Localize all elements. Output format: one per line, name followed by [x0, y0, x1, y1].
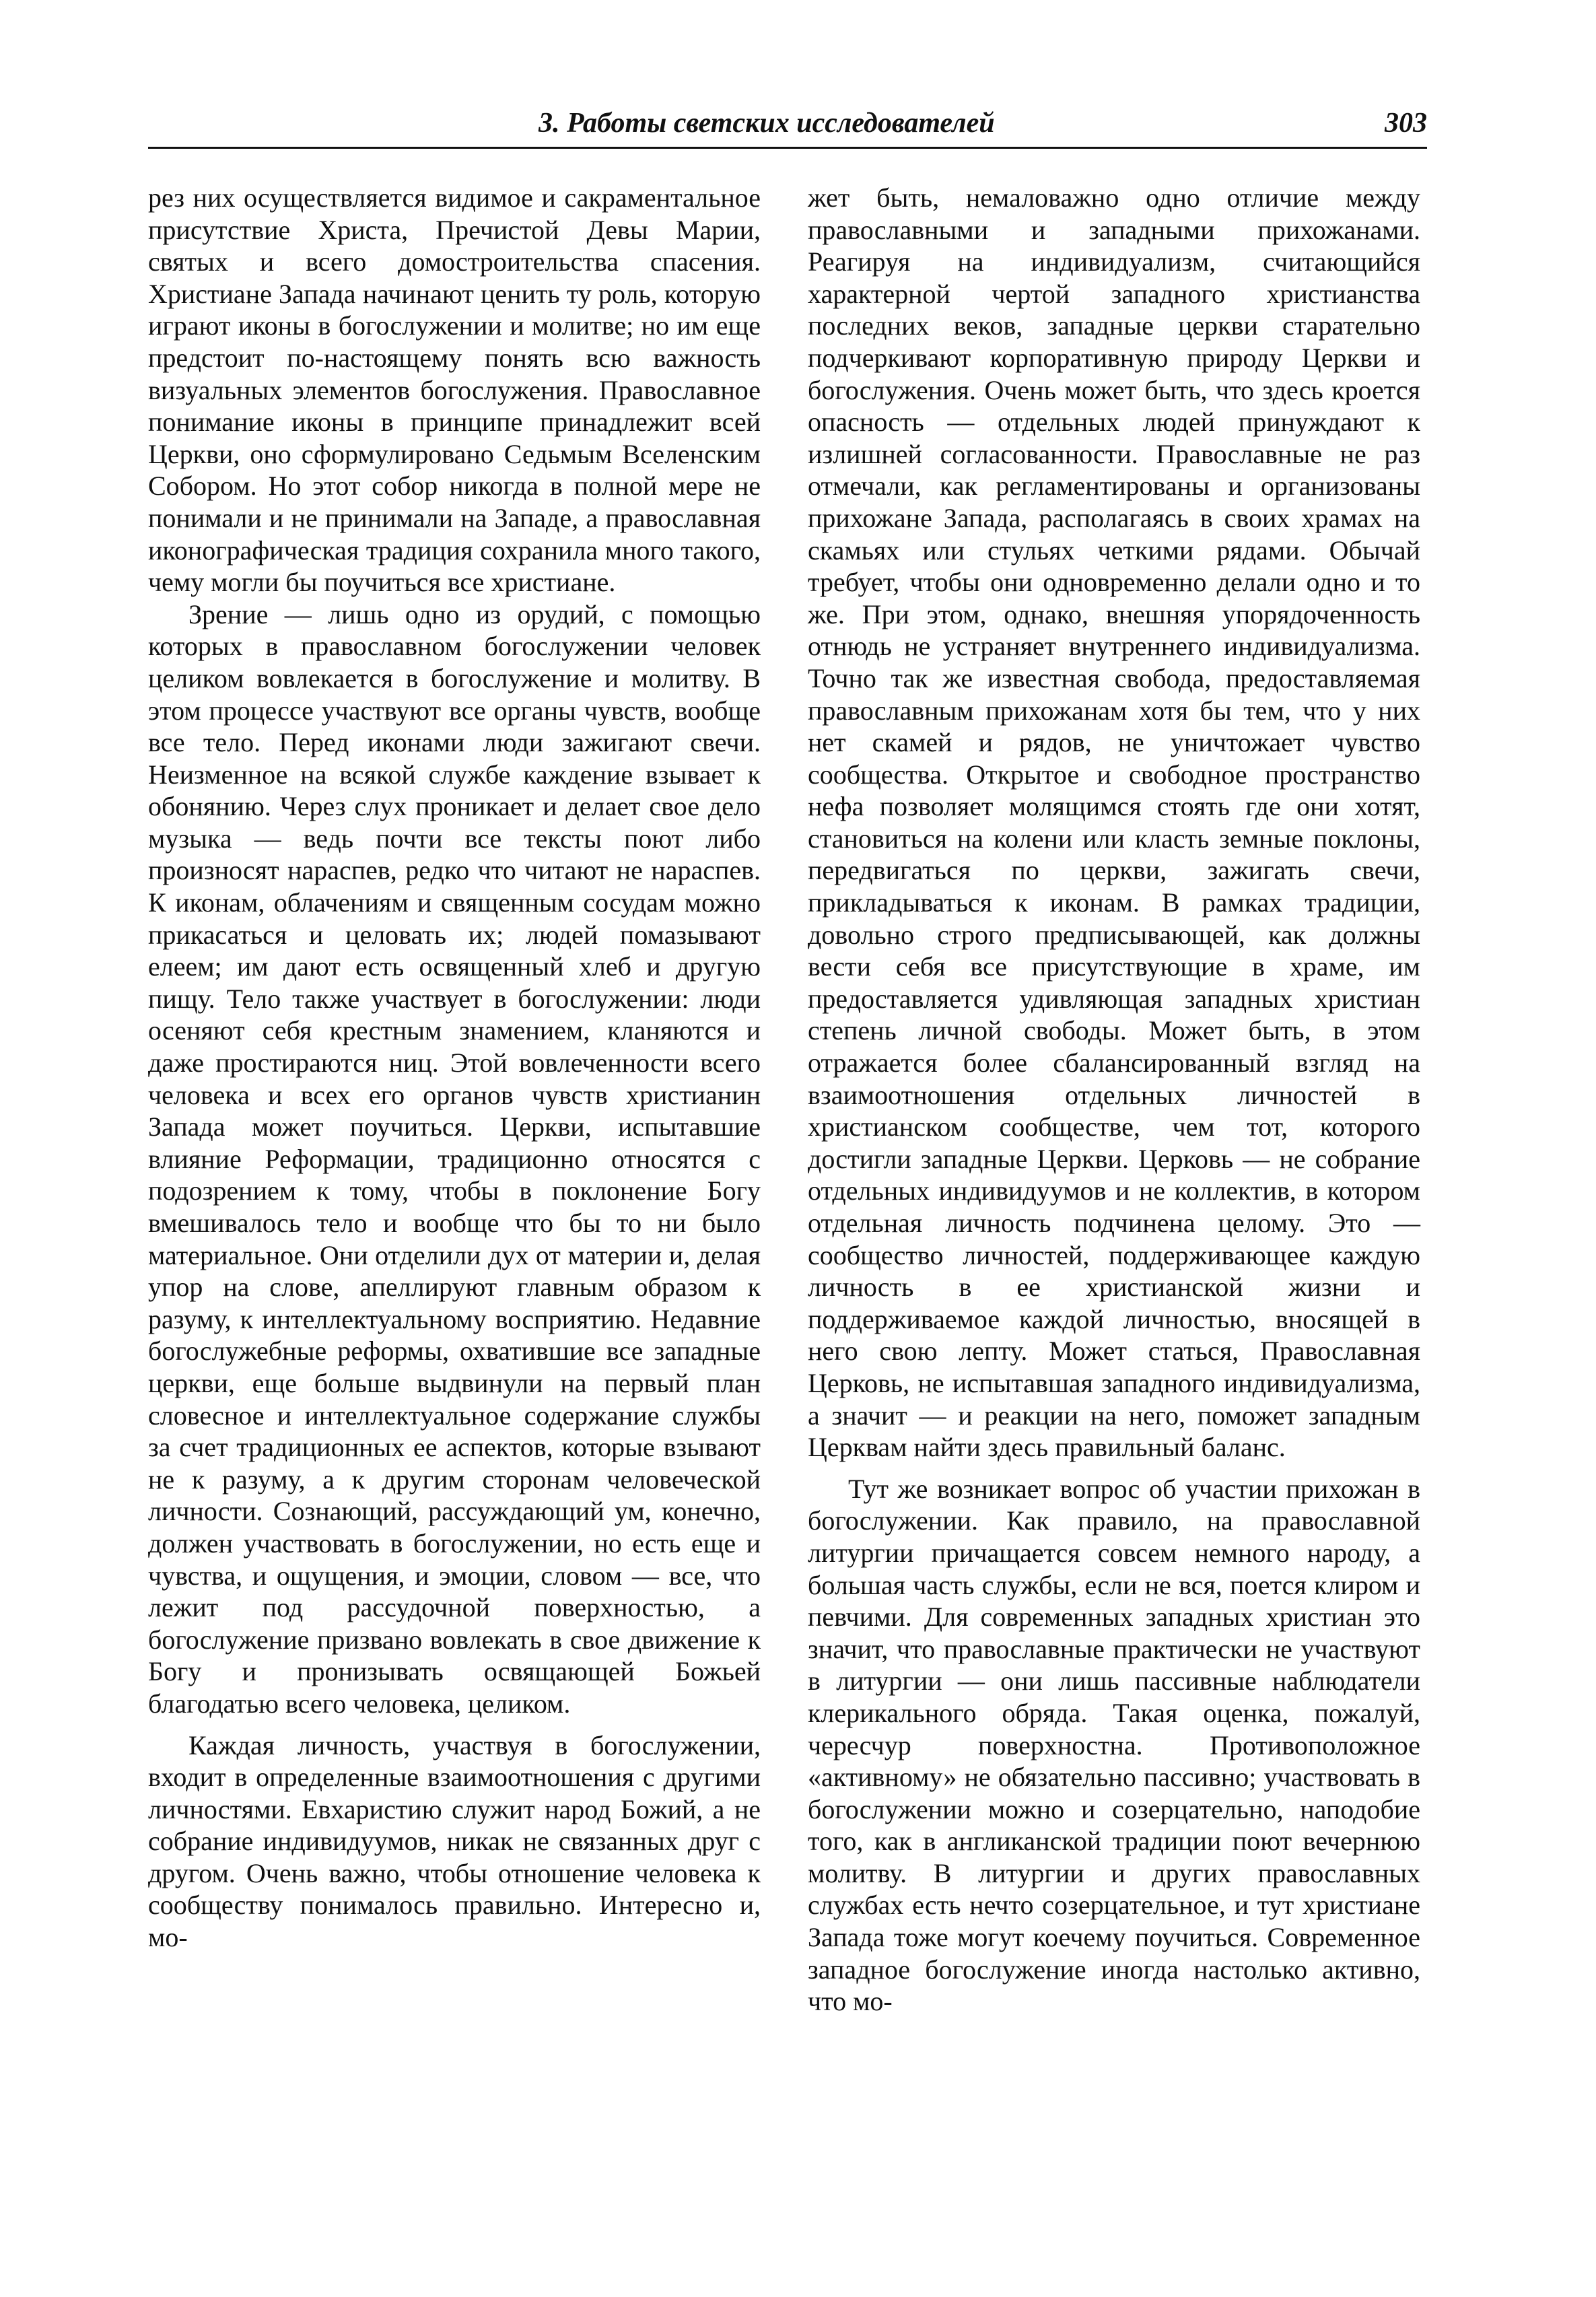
- paragraph: Каждая личность, участвуя в богослужении, входит в определенные взаимоотношения с другими личностями. Евхаристию служит народ Божий, а не собрание индивидуумов, никак не связанных друг с другом. Очень важно, чтобы отношение человека к сообществу понималось правильно. Интересно и, мо-: [148, 1729, 761, 1953]
- page-number: 303: [1385, 108, 1427, 139]
- left-column: [148, 182, 761, 1954]
- paragraph: Зрение — лишь одно из орудий, с помощью которых в православном богослужении человек целиком вовлекается в богослужение и молитву. В этом процессе участвуют все органы чувств, вообще все тело. Перед иконами люди зажигают свечи. Неизменное на всякой службе каждение взывает к обонянию. Через слух проникает и делает свое дело музыка — ведь почти все тексты поют либо произносят нараспев, редко что читают не нараспев. К иконам, облачениям и священным сосудам можно прикасаться и целовать их; людей помазывают елеем; им дают есть освященный хлеб и другую пищу. Тело также участвует в богослужении: люди осеняют себя крестным знамением, кланяются и даже простираются ниц. Этой вовлеченности всего человека и всех его органов чувств христианин Запада может поучиться. Церкви, испытавшие влияние Реформации, традиционно относятся с подозрением к тому, чтобы в поклонение Богу вмешивалось тело и вообще что бы то ни было материальное. Они отделили дух от материи и, делая упор на слове, апеллируют главным образом к разуму, к интеллектуальному восприятию. Недавние богослужебные реформы, охватившие все западные церкви, еще больше выдвинули на первый план словесное и интеллектуальное содержание службы за счет традиционных ее аспектов, которые взывают не к разуму, а к другим сторонам человеческой личности. Сознающий, рассуждающий ум, конечно, должен участвовать в богослужении, но есть еще и чувства, и ощущения, и эмоции, словом — все, что лежит под рассудочной поверхностью, а богослужение призвано вовлекать в свое движение к Богу и пронизывать освящающей Божьей благодатью всего человека, целиком.: [148, 598, 761, 1719]
- running-header: [148, 104, 1427, 151]
- header-rule: [148, 147, 1427, 149]
- paragraph: рез них осуществляется видимое и сакраментальное присутствие Христа, Пречистой Девы Марии, святых и всего домостроительства спасения. Христиане Запада начинают ценить ту роль, которую играют иконы в богослужении и молитве; но им еще предстоит по-настоящему понять всю важность визуальных элементов богослужения. Православное понимание иконы в принципе принадлежит всей Церкви, оно сформулировано Седьмым Вселенским Собором. Но этот собор никогда в полной мере не понимали и не принимали на Западе, а православная иконографическая традиция сохранила много такого, чему могли бы поучиться все христиане.: [148, 182, 761, 598]
- paragraph: Тут же возникает вопрос об участии прихожан в богослужении. Как правило, на православной литургии причащается совсем немного народу, а большая часть службы, если не вся, поется клиром и певчими. Для современных западных христиан это значит, что православные практически не участвуют в литургии — они лишь пассивные наблюдатели клерикального обряда. Такая оценка, пожалуй, чересчур поверхностна. Противоположное «активному» не обязательно пассивно; участвовать в богослужении можно и созерцательно, наподобие того, как в англиканской традиции поют вечернюю молитву. В литургии и других православных службах есть нечто созерцательное, и тут христиане Запада тоже могут коечему поучиться. Современное западное богослужение иногда настолько активно, что мо-: [808, 1473, 1420, 2017]
- running-title: 3. Работы светских исследователей: [539, 108, 995, 139]
- paragraph: жет быть, немаловажно одно отличие между православными и западными прихожанами. Реагируя на индивидуализм, считающийся характерной чертой западного христианства последних веков, западные церкви старательно подчеркивают корпоративную природу Церкви и богослужения. Очень может быть, что здесь кроется опасность — отдельных людей принуждают к излишней согласованности. Православные не раз отмечали, как регламентированы и организованы прихожане Запада, располагаясь в своих храмах на скамьях или стульях четкими рядами. Обычай требует, чтобы они одновременно делали одно и то же. При этом, однако, внешняя упорядоченность отнюдь не устраняет внутреннего индивидуализма. Точно так же известная свобода, предоставляемая православным прихожанам хотя бы тем, что у них нет скамей и рядов, не уничтожает чувство сообщества. Открытое и свободное пространство нефа позволяет молящимся стоять где они хотят, становиться на колени или класть земные поклоны, передвигаться по церкви, зажигать свечи, прикладываться к иконам. В рамках традиции, довольно строго предписывающей, как должны вести себя все присутствующие в храме, им предоставляется удивляющая западных христиан степень личной свободы. Может быть, в этом отражается более сбалансированный взгляд на взаимоотношения отдельных личностей в христианском сообществе, чем тот, которого достигли западные Церкви. Церковь — не собрание отдельных индивидуумов и не коллектив, в котором отдельная личность подчинена целому. Это — сообщество личностей, поддерживающее каждую личность в ее христианской жизни и поддерживаемое каждой личностью, вносящей в него свою лепту. Может статься, Православная Церковь, не испытавшая западного индивидуализма, а значит — и реакции на него, поможет западным Церквам найти здесь правильный баланс.: [808, 182, 1420, 1463]
- right-column: [808, 182, 1420, 2018]
